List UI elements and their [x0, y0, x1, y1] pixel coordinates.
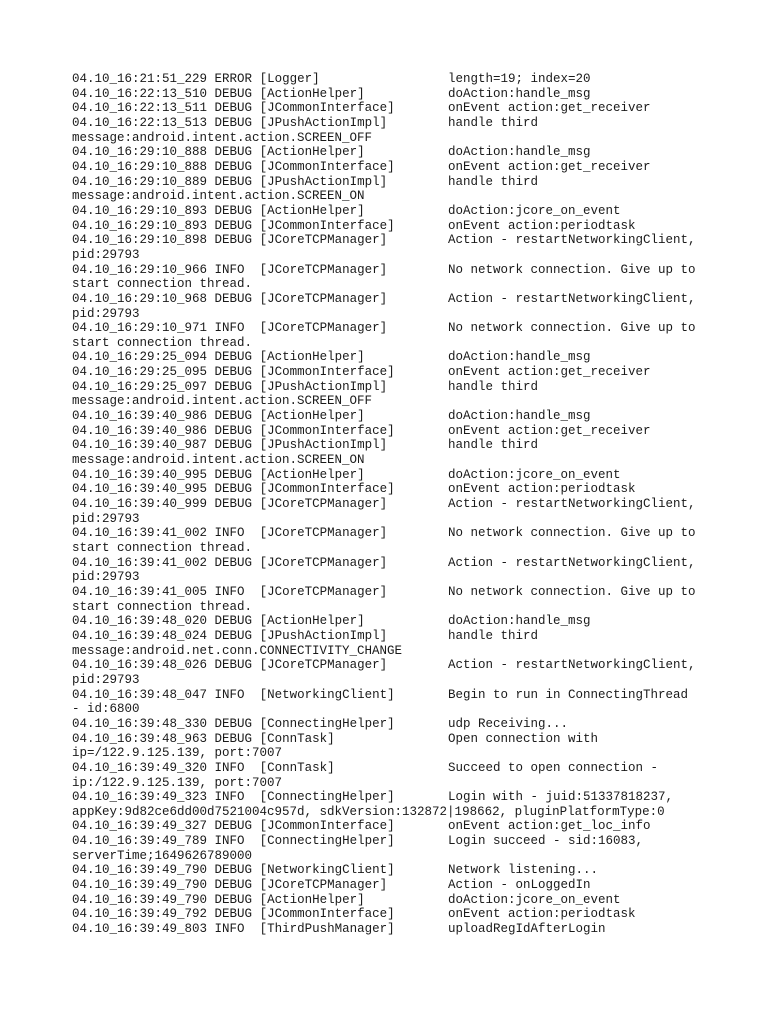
log-timestamp: 04.10_16:39:40_986 [72, 409, 208, 424]
log-message: onEvent action:get_receiver [448, 365, 651, 380]
log-level: INFO [214, 687, 253, 702]
log-entry [72, 614, 712, 629]
log-entry [72, 321, 712, 350]
log-timestamp: 04.10_16:39:40_986 [72, 423, 208, 438]
log-timestamp: 04.10_16:39:40_999 [72, 497, 208, 512]
log-level: DEBUG [214, 467, 253, 482]
log-level: DEBUG [214, 174, 253, 189]
log-level: DEBUG [214, 482, 253, 497]
log-entry-header [72, 145, 448, 160]
log-message: onEvent action:get_receiver [448, 159, 651, 174]
log-level: DEBUG [214, 892, 253, 907]
log-entry-header [72, 556, 448, 571]
log-timestamp: 04.10_16:39:40_987 [72, 438, 208, 453]
log-message-continuation: ip=/122.9.125.139, port:7007 [72, 746, 283, 761]
log-level: DEBUG [214, 863, 253, 878]
log-timestamp: 04.10_16:29:25_095 [72, 365, 208, 380]
log-message: handle third [448, 174, 539, 189]
log-timestamp: 04.10_16:39:40_995 [72, 467, 208, 482]
log-entry [72, 717, 712, 732]
log-tag: [ActionHelper] [259, 467, 365, 482]
log-entry [72, 116, 712, 145]
log-tag: [JCommonInterface] [259, 819, 395, 834]
log-timestamp: 04.10_16:39:40_995 [72, 482, 208, 497]
log-tag: [JCoreTCPManager] [259, 262, 388, 277]
log-entry [72, 365, 712, 380]
log-entry [72, 424, 712, 439]
log-level: DEBUG [214, 350, 253, 365]
log-message-continuation: pid:29793 [72, 306, 140, 321]
log-entry [72, 878, 712, 893]
log-message-continuation: message:android.intent.action.SCREEN_OFF [72, 130, 373, 145]
log-entry-header [72, 175, 448, 190]
log-message-continuation: message:android.intent.action.SCREEN_ON [72, 189, 365, 204]
log-entry-header [72, 790, 448, 805]
log-message: Action - restartNetworkingClient, [448, 497, 696, 512]
log-message: doAction:jcore_on_event [448, 467, 621, 482]
log-entry-header [72, 219, 448, 234]
log-level: DEBUG [214, 423, 253, 438]
log-message: Succeed to open connection - [448, 760, 659, 775]
log-timestamp: 04.10_16:39:49_323 [72, 790, 208, 805]
log-level: DEBUG [214, 614, 253, 629]
log-timestamp: 04.10_16:29:10_968 [72, 291, 208, 306]
log-tag: [ConnectingHelper] [259, 716, 395, 731]
log-message: No network connection. Give up to [448, 584, 696, 599]
log-tag: [ConnTask] [259, 760, 335, 775]
log-level: DEBUG [214, 409, 253, 424]
log-timestamp: 04.10_16:29:10_889 [72, 174, 208, 189]
log-entry-header [72, 482, 448, 497]
log-entry-header [72, 907, 448, 922]
log-message: Login succeed - sid:16083, [448, 834, 644, 849]
log-entry-header [72, 263, 448, 278]
log-entry-header [72, 834, 448, 849]
log-timestamp: 04.10_16:29:10_898 [72, 233, 208, 248]
log-entry-header [72, 761, 448, 776]
log-level: DEBUG [214, 145, 253, 160]
log-entry [72, 160, 712, 175]
log-timestamp: 04.10_16:29:25_097 [72, 379, 208, 394]
log-entry-header [72, 878, 448, 893]
log-message: No network connection. Give up to [448, 321, 696, 336]
log-message: doAction:handle_msg [448, 350, 591, 365]
log-entry [72, 292, 712, 321]
log-entry [72, 233, 712, 262]
log-tag: [JCoreTCPManager] [259, 526, 388, 541]
log-tag: [JCommonInterface] [259, 423, 395, 438]
log-entry-header [72, 468, 448, 483]
log-timestamp: 04.10_16:29:10_893 [72, 218, 208, 233]
log-entry-header [72, 292, 448, 307]
log-message: No network connection. Give up to [448, 526, 696, 541]
log-tag: [JPushActionImpl] [259, 438, 388, 453]
log-tag: [ConnTask] [259, 731, 335, 746]
log-entry-header [72, 321, 448, 336]
log-tag: [ThirdPushManager] [259, 922, 395, 937]
log-entry-header [72, 87, 448, 102]
log-timestamp: 04.10_16:39:48_020 [72, 614, 208, 629]
log-entry-header [72, 863, 448, 878]
log-message: doAction:handle_msg [448, 145, 591, 160]
log-tag: [JCoreTCPManager] [259, 321, 388, 336]
log-message: doAction:jcore_on_event [448, 892, 621, 907]
log-entry-header [72, 658, 448, 673]
log-message-continuation: pid:29793 [72, 672, 140, 687]
log-tag: [ConnectingHelper] [259, 834, 395, 849]
log-tag: [ActionHelper] [259, 86, 365, 101]
log-message-continuation: message:android.intent.action.SCREEN_ON [72, 453, 365, 468]
log-message: Action - restartNetworkingClient, [448, 291, 696, 306]
log-tag: [ConnectingHelper] [259, 790, 395, 805]
log-timestamp: 04.10_16:22:13_511 [72, 101, 208, 116]
log-level: DEBUG [214, 159, 253, 174]
log-level: INFO [214, 321, 253, 336]
log-entry [72, 482, 712, 497]
log-message: uploadRegIdAfterLogin [448, 922, 606, 937]
log-timestamp: 04.10_16:29:10_966 [72, 262, 208, 277]
log-timestamp: 04.10_16:29:10_971 [72, 321, 208, 336]
log-message-continuation: start connection thread. [72, 599, 253, 614]
log-message-continuation: pid:29793 [72, 247, 140, 262]
log-tag: [JCommonInterface] [259, 365, 395, 380]
log-tag: [JPushActionImpl] [259, 628, 388, 643]
log-timestamp: 04.10_16:39:49_803 [72, 922, 208, 937]
log-message: doAction:handle_msg [448, 86, 591, 101]
log-timestamp: 04.10_16:39:49_790 [72, 892, 208, 907]
log-entry-header [72, 819, 448, 834]
log-timestamp: 04.10_16:29:10_893 [72, 203, 208, 218]
log-entry-header [72, 72, 448, 87]
log-tag: [ActionHelper] [259, 614, 365, 629]
log-message: Network listening... [448, 863, 599, 878]
log-message: onEvent action:periodtask [448, 482, 636, 497]
log-entry-header [72, 438, 448, 453]
log-message: Open connection with [448, 731, 599, 746]
log-tag: [ActionHelper] [259, 350, 365, 365]
log-entry [72, 819, 712, 834]
log-entry-header [72, 204, 448, 219]
log-timestamp: 04.10_16:39:49_320 [72, 760, 208, 775]
log-message: Action - restartNetworkingClient, [448, 233, 696, 248]
log-tag: [ActionHelper] [259, 892, 365, 907]
log-tag: [JCoreTCPManager] [259, 291, 388, 306]
log-timestamp: 04.10_16:39:48_024 [72, 628, 208, 643]
log-message-continuation: ip:/122.9.125.139, port:7007 [72, 775, 283, 790]
log-entry [72, 688, 712, 717]
log-entry [72, 101, 712, 116]
log-message-continuation: - id:6800 [72, 702, 140, 717]
log-tag: [JPushActionImpl] [259, 174, 388, 189]
log-level: DEBUG [214, 731, 253, 746]
log-entry [72, 380, 712, 409]
log-timestamp: 04.10_16:39:48_330 [72, 716, 208, 731]
log-message: onEvent action:get_receiver [448, 423, 651, 438]
log-timestamp: 04.10_16:29:10_888 [72, 145, 208, 160]
log-level: DEBUG [214, 497, 253, 512]
log-tag: [JCommonInterface] [259, 101, 395, 116]
log-entry [72, 834, 712, 863]
log-tag: [JCoreTCPManager] [259, 233, 388, 248]
log-message-continuation: start connection thread. [72, 277, 253, 292]
log-entry-header [72, 893, 448, 908]
log-entry-header [72, 160, 448, 175]
log-timestamp: 04.10_16:29:10_888 [72, 159, 208, 174]
log-timestamp: 04.10_16:39:48_047 [72, 687, 208, 702]
log-message: doAction:handle_msg [448, 409, 591, 424]
log-entry [72, 72, 712, 87]
log-message: Action - onLoggedIn [448, 878, 591, 893]
log-entry [72, 893, 712, 908]
log-level: DEBUG [214, 878, 253, 893]
log-level: DEBUG [214, 203, 253, 218]
log-timestamp: 04.10_16:21:51_229 [72, 72, 208, 86]
log-level: DEBUG [214, 907, 253, 922]
log-tag: [JCoreTCPManager] [259, 584, 388, 599]
log-tag: [JCommonInterface] [259, 482, 395, 497]
log-message: onEvent action:get_receiver [448, 101, 651, 116]
log-message: handle third [448, 628, 539, 643]
log-entry [72, 761, 712, 790]
log-message: onEvent action:periodtask [448, 218, 636, 233]
log-message: onEvent action:get_loc_info [448, 819, 651, 834]
log-tag: [ActionHelper] [259, 409, 365, 424]
log-message: handle third [448, 115, 539, 130]
log-message: Begin to run in ConnectingThread [448, 687, 689, 702]
log-level: DEBUG [214, 291, 253, 306]
log-entry-header [72, 101, 448, 116]
log-entry [72, 409, 712, 424]
log-message-continuation: start connection thread. [72, 335, 253, 350]
log-message: doAction:handle_msg [448, 614, 591, 629]
log-entry-header [72, 424, 448, 439]
log-level: DEBUG [214, 115, 253, 130]
log-tag: [JCoreTCPManager] [259, 555, 388, 570]
log-level: INFO [214, 584, 253, 599]
log-tag: [NetworkingClient] [259, 863, 395, 878]
log-entry [72, 219, 712, 234]
log-tag: [JCommonInterface] [259, 159, 395, 174]
log-tag: [Logger] [259, 72, 320, 86]
log-tag: [JCommonInterface] [259, 218, 395, 233]
log-timestamp: 04.10_16:39:48_026 [72, 658, 208, 673]
log-message: handle third [448, 379, 539, 394]
log-level: INFO [214, 262, 253, 277]
log-level: DEBUG [214, 101, 253, 116]
log-entry-header [72, 116, 448, 131]
log-level: DEBUG [214, 233, 253, 248]
log-entry-header [72, 365, 448, 380]
log-tag: [JPushActionImpl] [259, 379, 388, 394]
log-tag: [NetworkingClient] [259, 687, 395, 702]
log-message: No network connection. Give up to [448, 262, 696, 277]
log-timestamp: 04.10_16:39:49_792 [72, 907, 208, 922]
log-level: INFO [214, 922, 253, 937]
log-entry [72, 732, 712, 761]
log-level: INFO [214, 790, 253, 805]
log-tag: [ActionHelper] [259, 145, 365, 160]
log-message-continuation: message:android.intent.action.SCREEN_OFF [72, 394, 373, 409]
log-entry [72, 263, 712, 292]
log-entry-header [72, 614, 448, 629]
log-level: ERROR [214, 72, 253, 86]
log-entry [72, 863, 712, 878]
log-message: length=19; index=20 [448, 72, 591, 86]
log-level: DEBUG [214, 555, 253, 570]
log-entry-header [72, 717, 448, 732]
log-entry-header [72, 688, 448, 703]
log-entry [72, 790, 712, 819]
log-timestamp: 04.10_16:39:49_789 [72, 834, 208, 849]
log-timestamp: 04.10_16:39:41_002 [72, 526, 208, 541]
log-tag: [JPushActionImpl] [259, 115, 388, 130]
log-entry-header [72, 629, 448, 644]
log-entry [72, 350, 712, 365]
log-message-continuation: pid:29793 [72, 511, 140, 526]
log-message-continuation: message:android.net.conn.CONNECTIVITY_CHANGE [72, 643, 403, 658]
log-timestamp: 04.10_16:39:41_002 [72, 555, 208, 570]
log-entry-header [72, 497, 448, 512]
log-entry [72, 629, 712, 658]
log-level: INFO [214, 526, 253, 541]
log-timestamp: 04.10_16:39:41_005 [72, 584, 208, 599]
log-entry [72, 175, 712, 204]
log-message: Action - restartNetworkingClient, [448, 555, 696, 570]
log-message-continuation: appKey:9d82ce6dd00d7521004c957d, sdkVersion:132872|198662, pluginPlatformType:0 [72, 804, 665, 819]
log-entry [72, 907, 712, 922]
log-message-continuation: pid:29793 [72, 570, 140, 585]
log-entry-header [72, 585, 448, 600]
log-entry [72, 658, 712, 687]
log-entry [72, 204, 712, 219]
log-message-continuation: start connection thread. [72, 541, 253, 555]
log-entry [72, 145, 712, 160]
log-entry-header [72, 526, 448, 541]
log-timestamp: 04.10_16:22:13_513 [72, 115, 208, 130]
log-level: DEBUG [214, 365, 253, 380]
log-message: handle third [448, 438, 539, 453]
log-entry-header [72, 233, 448, 248]
log-level: DEBUG [214, 438, 253, 453]
log-entry [72, 468, 712, 483]
log-entry-header [72, 409, 448, 424]
log-level: DEBUG [214, 819, 253, 834]
log-tag: [JCoreTCPManager] [259, 658, 388, 673]
log-level: DEBUG [214, 218, 253, 233]
log-tag: [JCoreTCPManager] [259, 497, 388, 512]
log-message-continuation: serverTime;1649626789000 [72, 848, 253, 863]
log-entry [72, 922, 712, 937]
log-timestamp: 04.10_16:22:13_510 [72, 86, 208, 101]
log-level: DEBUG [214, 716, 253, 731]
log-entry [72, 585, 712, 614]
log-entry [72, 497, 712, 526]
log-level: DEBUG [214, 379, 253, 394]
log-timestamp: 04.10_16:39:49_790 [72, 863, 208, 878]
log-level: DEBUG [214, 628, 253, 643]
log-entry [72, 526, 712, 555]
log-timestamp: 04.10_16:39:49_790 [72, 878, 208, 893]
log-message: doAction:jcore_on_event [448, 203, 621, 218]
log-entry [72, 87, 712, 102]
log-message: Login with - juid:51337818237, [448, 790, 674, 805]
log-level: INFO [214, 834, 253, 849]
log-level: INFO [214, 760, 253, 775]
log-message: udp Receiving... [448, 716, 569, 731]
log-entry-header [72, 380, 448, 395]
log-level: DEBUG [214, 86, 253, 101]
log-tag: [JCommonInterface] [259, 907, 395, 922]
log-entry [72, 556, 712, 585]
log-timestamp: 04.10_16:39:48_963 [72, 731, 208, 746]
log-entry-header [72, 922, 448, 937]
log-message: onEvent action:periodtask [448, 907, 636, 922]
log-timestamp: 04.10_16:29:25_094 [72, 350, 208, 365]
log-level: DEBUG [214, 658, 253, 673]
log-tag: [JCoreTCPManager] [259, 878, 388, 893]
log-entry-header [72, 350, 448, 365]
log-entry-header [72, 732, 448, 747]
log-timestamp: 04.10_16:39:49_327 [72, 819, 208, 834]
log-tag: [ActionHelper] [259, 203, 365, 218]
log-entry [72, 438, 712, 467]
log-output [72, 72, 712, 937]
log-message: Action - restartNetworkingClient, [448, 658, 696, 673]
